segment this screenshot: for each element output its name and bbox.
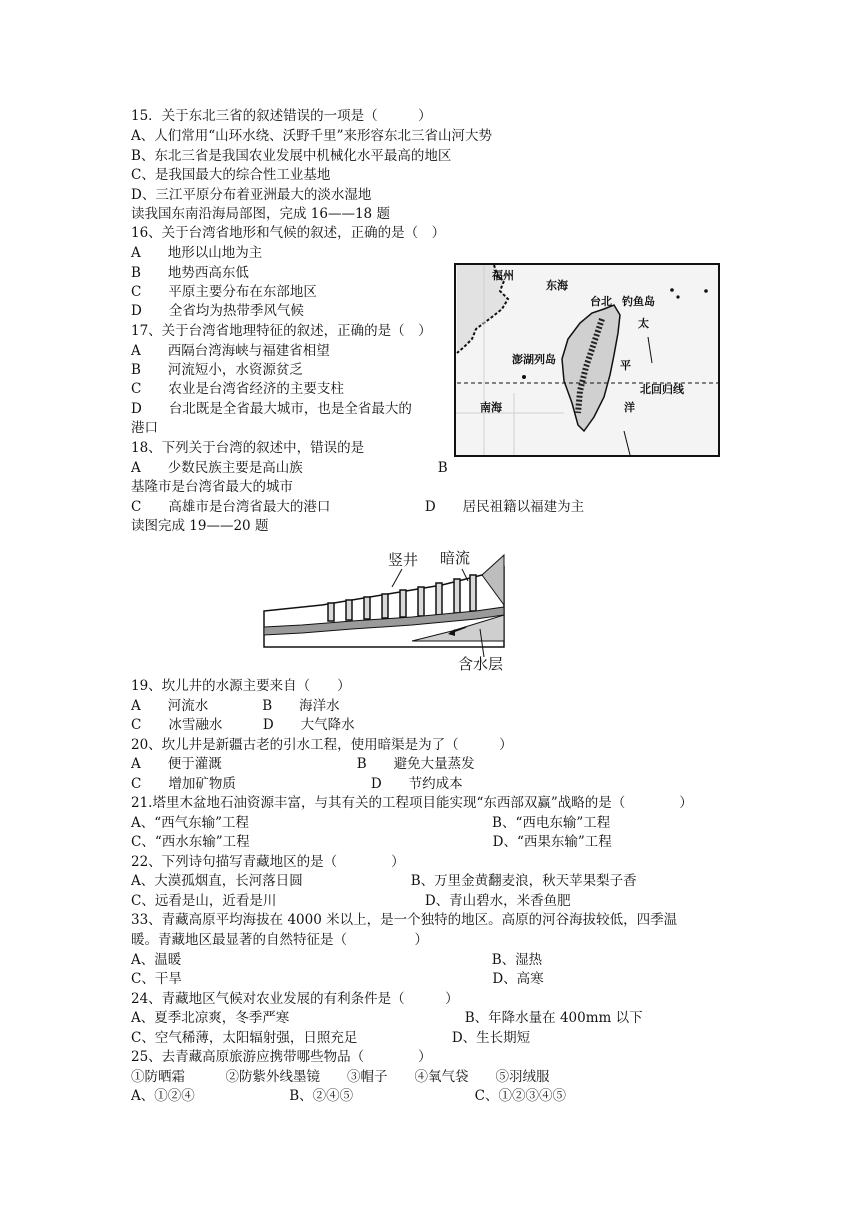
text-line-q25o: A、①②④ B、②④⑤ C、①②③④⑤ — [131, 1088, 566, 1104]
text-line-q19cd: C 冰雪融水 D 大气降水 — [131, 717, 355, 733]
text-line-q18b: 基隆市是台湾省最大的城市 — [131, 479, 293, 495]
text-line-q22ab: A、大漠孤烟直，长河落日圆 B、万里金黄翻麦浪，秋天苹果梨子香 — [131, 873, 637, 889]
text-line-q16b: B 地势西高东低 — [131, 265, 249, 281]
text-line-q20cd: C 增加矿物质 D 节约成本 — [131, 776, 463, 792]
text-line-read2: 读图完成 19——20 题 — [131, 518, 269, 534]
text-line-q15b: B、东北三省是我国农业发展中机械化水平最高的地区 — [131, 148, 452, 164]
text-line-q23ab: A、温暖 B、湿热 — [131, 952, 543, 968]
text-line-q23b: 暖。青藏地区最显著的自然特征是（ ） — [131, 932, 428, 948]
text-line-q17b: B 河流短小，水资源贫乏 — [131, 362, 303, 378]
text-line-q22: 22、下列诗句描写青藏地区的是（ ） — [131, 854, 405, 870]
text-line-q25: 25、去青藏高原旅游应携带哪些物品（ ） — [131, 1049, 432, 1065]
label-yang: 洋 — [624, 401, 635, 414]
label-fuzhou: 福州 — [492, 269, 514, 282]
text-line-q18a: A 少数民族主要是高山族 B — [131, 460, 448, 476]
text-line-q25i: ①防晒霜 ②防紫外线墨镜 ③帽子 ④氧气袋 ⑤羽绒服 — [131, 1069, 550, 1085]
text-line-q22cd: C、远看是山，近看是川 D、青山碧水，米香鱼肥 — [131, 893, 571, 909]
text-line-q21: 21.塔里木盆地石油资源丰富，与其有关的工程项目能实现“东西部双赢”战略的是（ ） — [131, 795, 693, 811]
label-penghu: 澎湖列岛 — [512, 353, 556, 366]
text-line-q24cd: C、空气稀薄，太阳辐射强，日照充足 D、生长期短 — [131, 1030, 531, 1046]
text-line-q15a: A、人们常用“山环水绕、沃野千里”来形容东北三省山河大势 — [131, 128, 493, 144]
text-line-q21cd: C、“西水东输”工程 D、“西果东输”工程 — [131, 834, 612, 850]
text-line-q17d: D 台北既是全省最大城市，也是全省最大的 — [131, 401, 412, 417]
text-line-q24ab: A、夏季北凉爽，冬季严寒 B、年降水量在 400mm 以下 — [131, 1010, 643, 1026]
text-line-q17: 17、关于台湾省地理特征的叙述，正确的是（ ） — [131, 323, 432, 339]
text-line-q17a: A 西隔台湾海峡与福建省相望 — [131, 343, 330, 359]
label-donghai: 东海 — [546, 279, 568, 292]
text-line-q17c: C 农业是台湾省经济的主要支柱 — [131, 381, 344, 397]
text-line-q18: 18、下列关于台湾的叙述中，错误的是 — [131, 440, 365, 456]
label-tai: 太 — [638, 317, 649, 330]
text-line-q16d: D 全省均为热带季风气候 — [131, 303, 304, 319]
text-line-q19: 19、坎儿井的水源主要来自（ ） — [131, 678, 351, 694]
label-taibei: 台北 — [590, 295, 612, 308]
text-line-q17d2: 港口 — [131, 420, 158, 436]
text-line-q20: 20、坎儿井是新疆古老的引水工程，使用暗渠是为了（ ） — [131, 737, 513, 753]
label-tropic: 北回归线 — [640, 383, 684, 396]
taiwan-map-figure — [454, 263, 720, 457]
text-line-read1: 读我国东南沿海局部图，完成 16——18 题 — [131, 206, 390, 222]
text-line-q21ab: A、“西气东输”工程 B、“西电东输”工程 — [131, 815, 611, 831]
label-anliu: 暗流 — [440, 549, 471, 567]
label-ping: 平 — [620, 359, 631, 372]
taiwan-map — [454, 263, 720, 457]
label-diaoyudao: 钓鱼岛 — [622, 295, 655, 308]
label-hanshuiceng: 含水层 — [458, 655, 504, 673]
text-line-q24: 24、青藏地区气候对农业发展的有利条件是（ ） — [131, 991, 459, 1007]
karez-diagram-figure — [262, 545, 506, 675]
text-line-q16a: A 地形以山地为主 — [131, 245, 263, 261]
text-line-q15: 15．关于东北三省的叙述错误的一项是（ ） — [131, 108, 432, 124]
text-line-q23: 33、青藏高原平均海拔在 4000 米以上，是一个独特的地区。高原的河谷海拔较低，四季温 — [131, 912, 678, 928]
text-line-q20ab: A 便于灌溉 B 避免大量蒸发 — [131, 756, 475, 772]
label-nanhai: 南海 — [480, 401, 502, 414]
text-line-q18cd: C 高雄市是台湾省最大的港口 D 居民祖籍以福建为主 — [131, 499, 585, 515]
text-line-q23cd: C、干旱 D、高寒 — [131, 971, 544, 987]
label-shujing: 竖井 — [388, 551, 419, 569]
karez-diagram — [262, 545, 506, 675]
text-line-q19ab: A 河流水 B 海洋水 — [131, 698, 340, 714]
text-line-q16c: C 平原主要分布在东部地区 — [131, 284, 317, 300]
text-line-q15c: C、是我国最大的综合性工业基地 — [131, 167, 331, 183]
text-line-q16: 16、关于台湾省地形和气候的叙述，正确的是（ ） — [131, 225, 446, 241]
text-line-q15d: D、三江平原分布着亚洲最大的淡水湿地 — [131, 187, 372, 203]
